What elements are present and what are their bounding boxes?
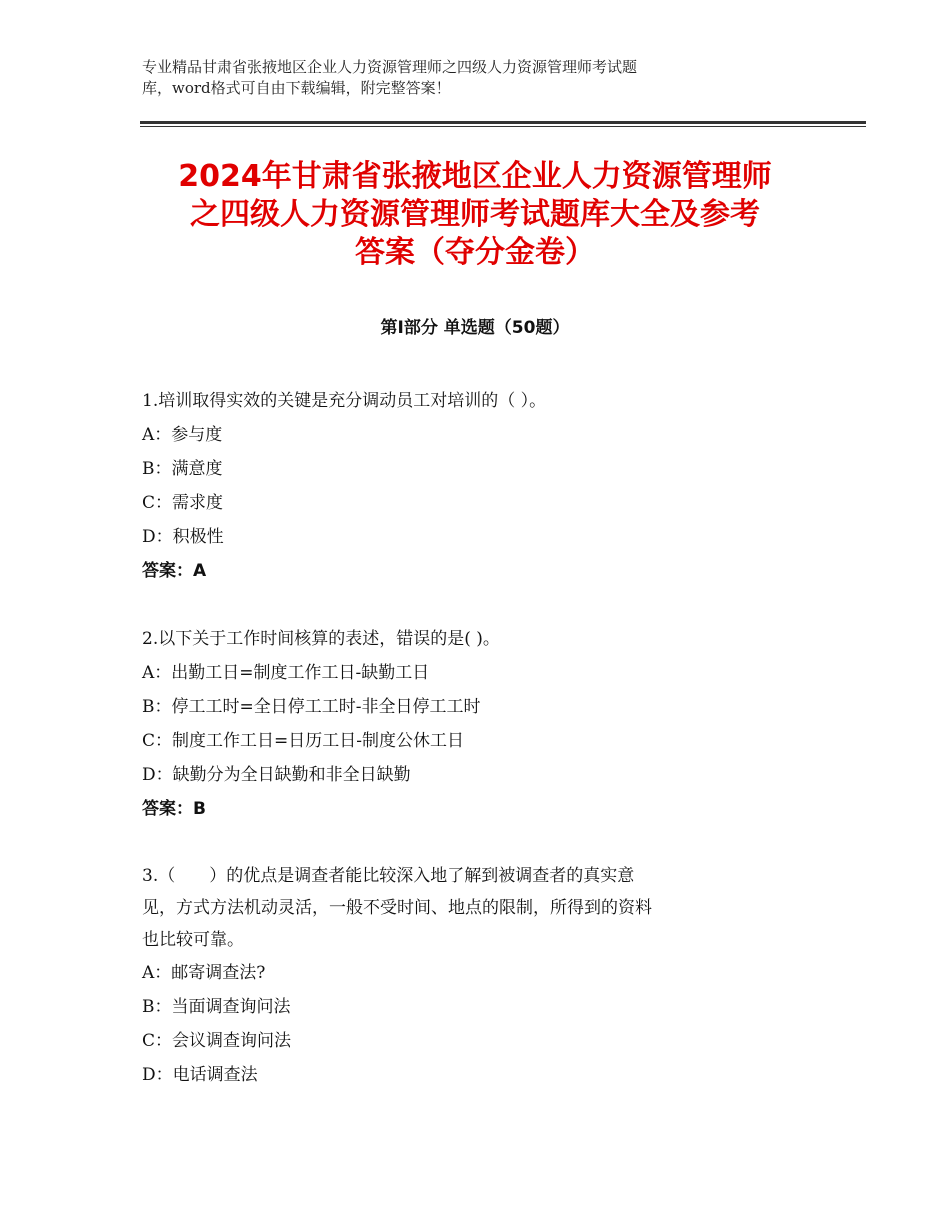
document-title <box>130 158 820 272</box>
document-title-line-1: 2024年甘肃省张掖地区企业人力资源管理师 <box>178 159 772 194</box>
question-stem-line-2: 见，方式方法机动灵活，一般不受时间、地点的限制，所得到的资料 <box>142 898 652 918</box>
question-stem: 2.以下关于工作时间核算的表述，错误的是( )。 <box>142 629 500 649</box>
header-divider-thin <box>140 126 866 127</box>
option-b: B：满意度 <box>142 459 223 479</box>
question-list <box>142 384 822 1126</box>
option-c: C：制度工作工日=日历工日-制度公休工日 <box>142 731 464 751</box>
question-3 <box>142 860 822 1092</box>
question-1 <box>142 384 822 588</box>
section-title: 第Ⅰ部分 单选题（50题） <box>380 318 570 338</box>
option-d: D：积极性 <box>142 527 224 547</box>
answer-label: 答案：B <box>142 799 206 819</box>
option-a: A：出勤工日=制度工作工日-缺勤工日 <box>142 663 430 683</box>
option-c: C：需求度 <box>142 493 224 513</box>
question-stem: 1.培训取得实效的关键是充分调动员工对培训的（ ）。 <box>142 391 547 411</box>
option-b: B：停工工时=全日停工工时-非全日停工工时 <box>142 697 481 717</box>
header-note-line-2: 库，word格式可自由下载编辑，附完整答案！ <box>142 79 451 97</box>
option-d: D：缺勤分为全日缺勤和非全日缺勤 <box>142 765 411 785</box>
header-divider-thick <box>140 121 866 124</box>
question-stem-line-3: 也比较可靠。 <box>142 930 244 950</box>
option-d: D：电话调查法 <box>142 1065 258 1085</box>
option-a: A：邮寄调查法? <box>142 963 266 983</box>
document-title-line-3: 答案（夺分金卷） <box>355 235 595 270</box>
question-2 <box>142 622 822 826</box>
option-b: B：当面调查询问法 <box>142 997 291 1017</box>
document-title-line-2: 之四级人力资源管理师考试题库大全及参考 <box>190 197 760 232</box>
option-c: C：会议调查询问法 <box>142 1031 292 1051</box>
header-note-line-1: 专业精品甘肃省张掖地区企业人力资源管理师之四级人力资源管理师考试题 <box>142 58 638 76</box>
answer-label: 答案：A <box>142 561 207 581</box>
option-a: A：参与度 <box>142 425 223 445</box>
question-stem-line-1: 3.（ ）的优点是调查者能比较深入地了解到被调查者的真实意 <box>142 866 635 886</box>
header-note <box>142 57 802 99</box>
